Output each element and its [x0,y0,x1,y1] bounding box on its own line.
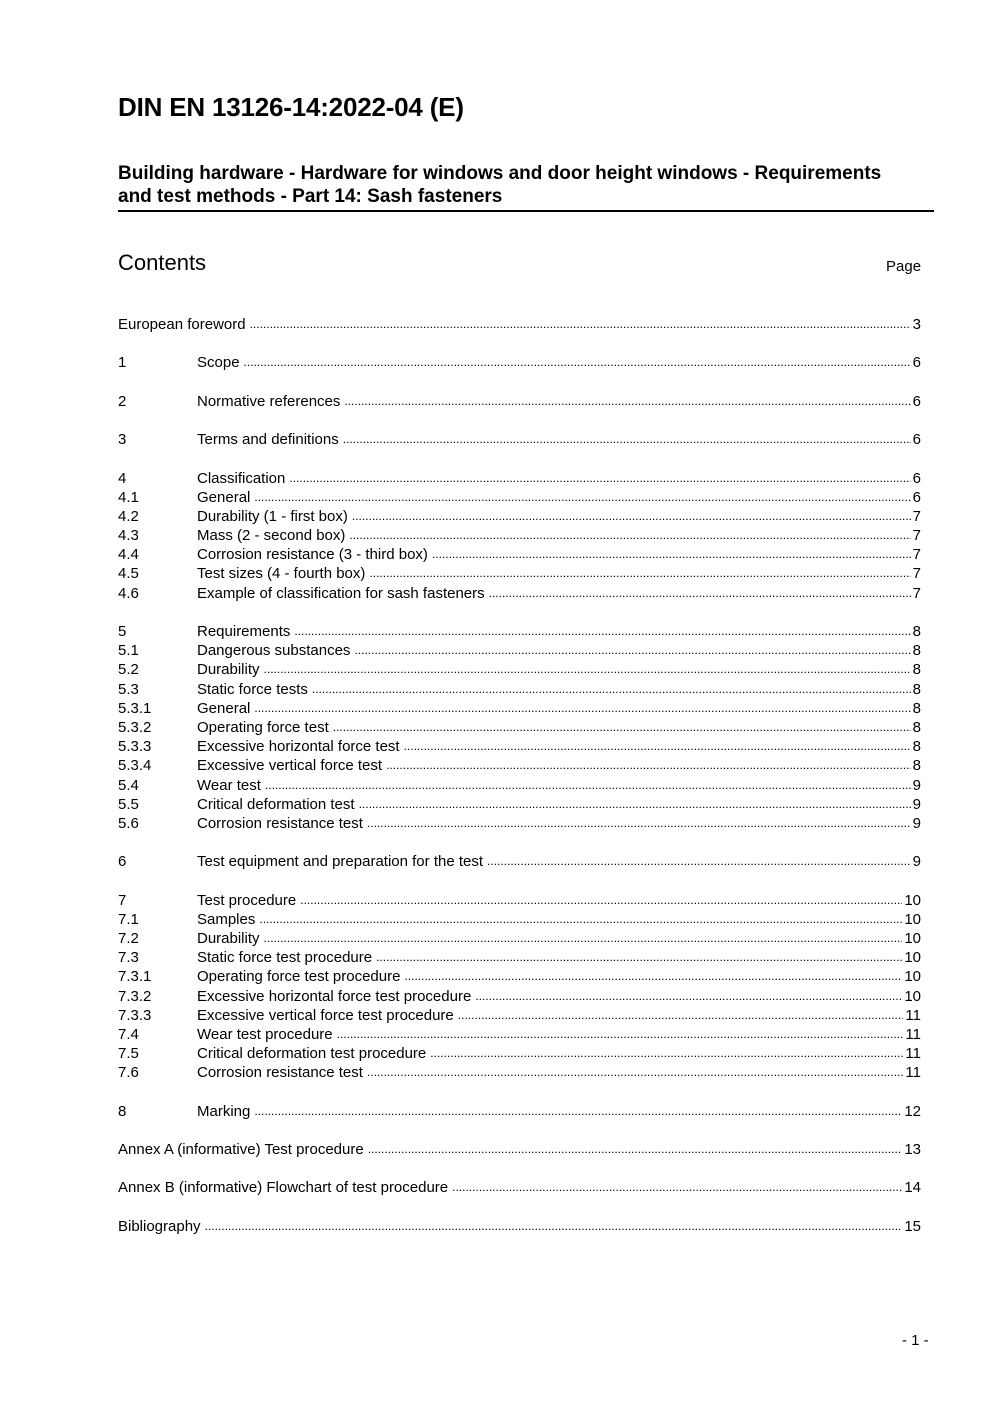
dot-leader [254,699,910,718]
dot-leader [254,1102,902,1121]
toc-entry-page: 8 [912,642,921,660]
toc-entry-title: Operating force test [197,718,329,736]
toc-entry[interactable] [118,1025,921,1044]
toc-entry-title: Classification [197,469,286,487]
toc-entry[interactable] [118,967,921,986]
toc-entry[interactable] [118,680,921,699]
toc-entry-title: Critical deformation test [197,795,355,813]
toc-entry[interactable] [118,814,921,833]
toc-entry-number: 5.6 [118,814,139,832]
toc-group [118,392,921,411]
toc-entry[interactable] [118,699,921,718]
toc-entry-title: Dangerous substances [197,642,351,660]
toc-entry[interactable] [118,353,921,372]
toc-entry[interactable] [118,1006,921,1025]
toc-entry-page: 8 [912,718,921,736]
toc-entry[interactable] [118,1044,921,1063]
toc-entry-title: Durability [197,930,260,947]
toc-entry[interactable] [118,718,921,737]
toc-entry-page: 15 [904,1217,921,1235]
toc-entry[interactable] [118,392,921,411]
dot-leader [369,564,910,583]
toc-entry-number: 5.1 [118,642,139,660]
toc-entry-page: 7 [912,584,921,602]
toc-entry[interactable] [118,1217,921,1236]
toc-entry[interactable] [118,1178,921,1197]
toc-entry-number: 4.1 [118,488,139,506]
dot-leader [333,718,911,737]
toc-entry-page: 10 [904,968,921,986]
toc-entry-page: 7 [912,527,921,545]
toc-entry[interactable] [118,776,921,795]
toc-entry-page: 8 [912,757,921,775]
dot-leader [264,929,903,948]
toc-entry-title: Terms and definitions [197,431,339,449]
dot-leader [250,315,911,334]
dot-leader [404,737,911,756]
dot-leader [430,1044,903,1063]
toc-entry[interactable] [118,641,921,660]
page-column-label: Page [886,258,922,275]
toc-entry-number: 7.4 [118,1025,139,1043]
toc-entry-number: 4.2 [118,507,139,525]
toc-entry-page: 11 [905,1045,921,1063]
dot-leader [294,622,910,641]
toc-entry-title: Critical deformation test procedure [197,1045,427,1063]
toc-entry-title: Test procedure [197,891,297,909]
dot-leader [352,507,911,526]
dot-leader [244,353,911,372]
toc-entry-number: 5.3.3 [118,738,152,756]
toc-entry[interactable] [118,564,921,583]
toc-entry-page: 7 [912,546,921,564]
toc-entry-title: Marking [197,1102,251,1120]
toc-entry-page: 8 [912,699,921,717]
dot-leader [344,392,910,411]
toc-entry[interactable] [118,756,921,775]
toc-entry-number: 8 [118,1102,127,1120]
toc-group [118,1102,921,1121]
toc-entry[interactable] [118,1102,921,1121]
toc-group [118,469,921,603]
toc-entry-page: 11 [905,1064,921,1082]
toc-entry[interactable] [118,545,921,564]
toc-entry-title: Corrosion resistance test [197,814,363,832]
toc-entry[interactable] [118,430,921,449]
toc-entry-title: Operating force test procedure [197,968,401,986]
toc-entry-page: 8 [912,738,921,756]
dot-leader [458,1006,904,1025]
dot-leader [404,967,902,986]
toc-entry[interactable] [118,1063,921,1082]
toc-entry-page: 7 [912,507,921,525]
toc-entry[interactable] [118,910,921,929]
toc-entry-number: 7.6 [118,1064,139,1082]
dot-leader [367,814,911,833]
toc-entry-number: 7.3.3 [118,1006,152,1024]
dot-leader [452,1178,902,1197]
toc-entry[interactable] [118,526,921,545]
toc-entry-number: 7 [118,891,127,909]
document-title-line-2: and test methods - Part 14: Sash fasteners [118,186,503,207]
dot-leader [367,1063,904,1082]
toc-entry-page: 6 [912,488,921,506]
toc-entry-page: 11 [905,1006,921,1024]
toc-entry-title: Normative references [197,392,341,410]
toc-entry[interactable] [118,852,921,871]
toc-entry[interactable] [118,584,921,603]
toc-entry[interactable] [118,469,921,488]
dot-leader [289,469,910,488]
toc-entry-title: Static force test procedure [197,949,373,967]
table-of-contents [118,315,921,1255]
toc-entry-number: 4.5 [118,565,139,583]
toc-entry[interactable] [118,660,921,679]
document-title-line-1: Building hardware - Hardware for windows and door height windows - Requirements [118,163,882,184]
toc-entry[interactable] [118,795,921,814]
dot-leader [368,1140,903,1159]
toc-entry[interactable] [118,929,921,948]
document-title [118,162,934,212]
toc-entry-page: 9 [912,814,921,832]
dot-leader [376,948,902,967]
toc-entry-number: 5.3.4 [118,757,152,775]
toc-entry-number: 7.3.1 [118,968,152,986]
toc-entry-page: 11 [905,1025,921,1043]
dot-leader [487,852,911,871]
toc-entry-title: European foreword [118,316,246,333]
toc-entry-title: Corrosion resistance test [197,1064,363,1082]
toc-entry-page: 8 [912,661,921,679]
toc-entry-page: 13 [904,1141,921,1159]
toc-entry-number: 4.3 [118,527,139,545]
toc-entry-page: 8 [912,680,921,698]
toc-entry-page: 6 [912,392,921,410]
toc-entry-page: 9 [912,776,921,794]
toc-entry-number: 7.2 [118,930,139,947]
toc-group [118,852,921,871]
toc-entry-number: 4 [118,469,127,487]
dot-leader [312,680,911,699]
toc-entry[interactable] [118,507,921,526]
toc-entry[interactable] [118,987,921,1006]
toc-entry-page: 3 [912,316,921,333]
dot-leader [259,910,902,929]
toc-entry-title: Excessive vertical force test procedure [197,1006,454,1024]
toc-entry-page: 14 [904,1179,921,1197]
toc-entry-number: 7.3.2 [118,987,152,1005]
dot-leader [254,488,910,507]
toc-entry-page: 10 [904,930,921,947]
toc-entry-title: Samples [197,910,256,928]
toc-entry-title: Requirements [197,623,291,640]
toc-entry-number: 5.3 [118,680,139,698]
page-number: - 1 - [902,1332,929,1349]
toc-entry-title: Durability (1 - first box) [197,507,348,525]
dot-leader [475,987,902,1006]
toc-entry-number: 7.1 [118,910,139,928]
toc-entry[interactable] [118,948,921,967]
toc-entry-page: 8 [912,623,921,640]
toc-entry-number: 1 [118,354,127,372]
toc-entry-title: Example of classification for sash fasteners [197,584,485,602]
toc-entry-number: 2 [118,392,127,410]
toc-entry-number: 5.5 [118,795,139,813]
toc-entry-title: Test sizes (4 - fourth box) [197,565,366,583]
toc-entry-title: Durability [197,661,260,679]
dot-leader [205,1217,903,1236]
toc-entry-number: 5.4 [118,776,139,794]
toc-group [118,891,921,1083]
toc-entry[interactable] [118,622,921,641]
toc-entry-number: 4.6 [118,584,139,602]
toc-group [118,430,921,449]
toc-group [118,1140,921,1159]
toc-entry-title: Mass (2 - second box) [197,527,346,545]
toc-entry-title: Excessive horizontal force test procedure [197,987,472,1005]
toc-entry-title: Scope [197,354,240,372]
dot-leader [349,526,910,545]
toc-entry-number: 7.5 [118,1045,139,1063]
toc-entry-title: Bibliography [118,1217,201,1235]
toc-entry-page: 6 [912,469,921,487]
toc-entry-number: 5.2 [118,661,139,679]
toc-entry-page: 6 [912,431,921,449]
toc-entry-page: 10 [904,949,921,967]
toc-entry-number: 5.3.2 [118,718,152,736]
toc-entry-title: Excessive vertical force test [197,757,383,775]
toc-group [118,353,921,372]
dot-leader [432,545,911,564]
contents-heading: Contents [118,250,207,275]
toc-entry[interactable] [118,737,921,756]
toc-entry-page: 10 [904,910,921,928]
toc-entry-title: General [197,488,251,506]
toc-entry-title: Annex B (informative) Flowchart of test procedure [118,1179,449,1197]
toc-group [118,622,921,833]
toc-entry-title: Annex A (informative) Test procedure [118,1141,364,1159]
toc-entry-number: 7.3 [118,949,139,967]
toc-entry-page: 9 [912,853,921,871]
dot-leader [489,584,911,603]
dot-leader [265,776,911,795]
toc-entry-page: 12 [904,1102,921,1120]
toc-entry-page: 9 [912,795,921,813]
dot-leader [354,641,910,660]
document-id: DIN EN 13126-14:2022-04 (E) [118,92,464,122]
toc-entry[interactable] [118,315,921,334]
dot-leader [300,891,902,910]
toc-entry-number: 5 [118,623,127,640]
dot-leader [337,1025,904,1044]
dot-leader [386,756,911,775]
dot-leader [343,430,911,449]
toc-entry-title: Corrosion resistance (3 - third box) [197,546,428,564]
toc-entry-page: 10 [904,891,921,909]
dot-leader [359,795,911,814]
toc-entry-page: 7 [912,565,921,583]
dot-leader [264,660,911,679]
toc-group [118,1178,921,1197]
toc-entry-title: Excessive horizontal force test [197,738,400,756]
toc-entry[interactable] [118,891,921,910]
toc-entry-page: 10 [904,987,921,1005]
toc-entry-title: Wear test procedure [197,1025,333,1043]
toc-entry-number: 5.3.1 [118,699,152,717]
toc-entry[interactable] [118,488,921,507]
toc-entry-page: 6 [912,354,921,372]
toc-entry-title: Static force tests [197,680,308,698]
toc-entry-title: General [197,699,251,717]
toc-entry-title: Wear test [197,776,261,794]
toc-entry[interactable] [118,1140,921,1159]
toc-entry-number: 4.4 [118,546,139,564]
toc-entry-number: 6 [118,853,127,871]
toc-entry-title: Test equipment and preparation for the test [197,853,484,871]
toc-group [118,315,921,334]
toc-group [118,1217,921,1236]
toc-entry-number: 3 [118,431,127,449]
